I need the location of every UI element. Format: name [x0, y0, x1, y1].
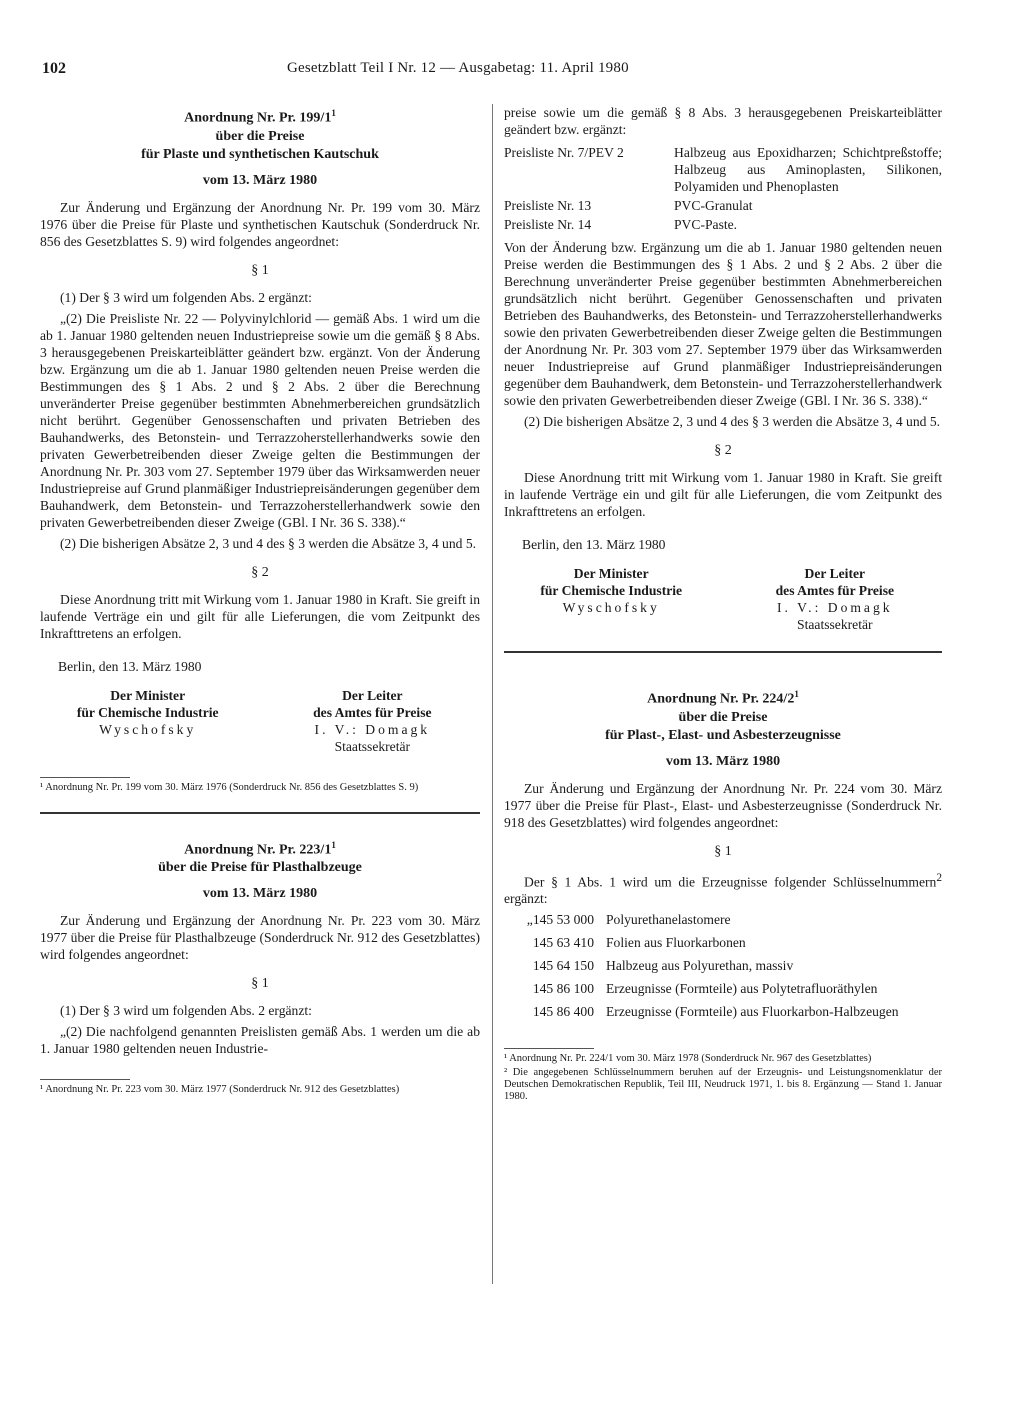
left-column	[40, 104, 480, 1098]
page-header	[0, 60, 1024, 82]
price-list-row-value: Halbzeug aus Epoxidharzen; Schichtpreßstoffe; Halbzeug aus Aminoplasten, Silikonen, Polyamiden und Phenoplasten	[674, 145, 942, 194]
footnote: ² Die angegebenen Schlüsselnummern beruhen auf der Erzeugnis- und Leistungsnomenklatur der Deutschen Demokratischen Republik, Teil III, Neudruck 1971, 1. bis 8. Ergänzung — Stand 1. Januar 1980.	[504, 1067, 942, 1103]
paragraph: Von der Änderung bzw. Ergänzung um die ab 1. Januar 1980 geltenden neuen Preise werden die Bestimmungen des § 1 Abs. 2 und § 2 Abs. 2 über die Berechnung unveränderter Preise gegenüber bestimmten Abnehmerbereichen grundsätzlich nicht berührt. Gegenüber Genossenschaften und privaten Betrieben des Bauhandwerks, des Betonstein- und Terrazzoherstellerhandwerks sowie den privaten Gewerbetreibenden dieser Zweige gelten die Bestimmungen der Anordnung Nr. Pr. 303 vom 27. September 1979 über das Wirksamwerden neuer Industriepreise auf Grund planmäßiger Industriepreisänderungen gegenüber dem Bauhandwerk, dem Betonstein- und Terrazzoherstellerhandwerk sowie den privaten Gewerbetreibenden dieser Zweige (GBl. I Nr. 36 S. 338).“	[504, 240, 942, 408]
ordinance-date: vom 13. März 1980	[202, 886, 318, 902]
key-number-row-value: Folien aus Fluorkarbonen	[606, 935, 746, 951]
footnote-rule	[40, 1079, 130, 1080]
column-divider	[492, 104, 493, 1284]
section-heading: § 1	[251, 976, 269, 992]
section-heading: § 2	[714, 443, 732, 458]
section-heading: § 2	[251, 564, 269, 580]
intro-paragraph: Zur Änderung und Ergänzung der Anordnung Nr. Pr. 223 vom 30. März 1977 über die Preise für Plasthalbzeuge (Sonderdruck Nr. 912 des Gesetzblattes) wird folgendes angeordnet:	[40, 913, 480, 963]
paragraph: „(2) Die nachfolgend genannten Preislisten gemäß Abs. 1 werden um die ab 1. Januar 1980 geltenden neuen Industrie-	[40, 1024, 480, 1057]
intro-paragraph: Zur Änderung und Ergänzung der Anordnung Nr. Pr. 199 vom 30. März 1976 über die Preise für Plaste und synthetischen Kautschuk (Sonderdruck Nr. 856 des Gesetzblattes S. 9) wird folgendes angeordnet:	[40, 199, 480, 249]
ordinance-title: Anordnung Nr. Pr. $224/2^1$	[647, 689, 799, 707]
ordinance-224-2	[504, 685, 942, 1103]
paragraph: „(2) Die Preisliste Nr. 22 — Polyvinylchlorid — gemäß Abs. 1 wird um die ab 1. Januar 1980 geltenden neuen Industriepreise sowie um die gemäß § 8 Abs. 3 herausgegebenen Preiskarteiblätter geändert bzw. ergänzt. Von der Änderung bzw. Ergänzung um die ab 1. Januar 1980 geltenden neuen Preise werden die Bestimmungen des § 1 Abs. 2 und § 2 Abs. 2 über die Berechnung unveränderter Preise gegenüber bestimmten Abnehmerbereichen grundsätzlich nicht berührt. Gegenüber Genossenschaften und privaten Betrieben des Bauhandwerks, des Betonstein- und Terrazzoherstellerhandwerks sowie den privaten Gewerbetreibenden dieser Zweige gelten die Bestimmungen der Anordnung Nr. Pr. 303 vom 27. September 1979 über das Wirksamwerden neuer Industriepreise auf Grund planmäßiger Industriepreisänderungen gegenüber dem Bauhandwerk, dem Betonstein- und Terrazzoherstellerhandwerk sowie den privaten Gewerbetreibenden dieser Zweige (GBl. I Nr. 36 S. 338).“	[40, 310, 480, 530]
signature-leiter: Der Leiter des Amtes für Preise I. V.: Domagk Staatssekretär	[775, 566, 895, 632]
key-number-row-key: 145 86 400	[532, 1004, 594, 1020]
ordinance-date: vom 13. März 1980	[665, 753, 781, 769]
key-number-row-value: Polyurethanelastomere	[606, 912, 731, 928]
paragraph: preise sowie um die gemäß § 8 Abs. 3 herausgegebenen Preiskarteiblätter geändert bzw. ergänzt:	[504, 105, 942, 137]
price-list-row-key: Preisliste Nr. 7/PEV 2	[504, 145, 624, 160]
signatures	[508, 565, 938, 633]
key-number-row-value: Halbzeug aus Polyurethan, massiv	[606, 958, 794, 974]
place-date: Berlin, den 13. März 1980	[58, 658, 202, 674]
key-number-row-key: 145 64 150	[532, 958, 594, 974]
key-number-row	[504, 934, 942, 957]
price-list-row-value: PVC-Granulat	[674, 198, 753, 213]
ordinance-223-1	[40, 836, 480, 1097]
paragraph: (1) Der § 3 wird um folgenden Abs. 2 ergänzt:	[60, 1003, 312, 1019]
ordinance-title-line: über die Preise	[215, 128, 305, 144]
key-number-row	[504, 911, 942, 934]
ordinance-223-1-continued	[504, 104, 942, 633]
price-list-row	[504, 197, 942, 216]
ordinance-title: Anordnung Nr. Pr. $223/1^1$	[184, 839, 336, 858]
price-list-row-key: Preisliste Nr. 13	[504, 198, 592, 213]
key-number-table	[504, 911, 942, 1026]
right-column	[504, 104, 942, 1105]
ordinance-title-line: für Plast-, Elast- und Asbesterzeugnisse	[605, 727, 841, 743]
footnote-rule	[504, 1048, 594, 1049]
page-number: 102	[42, 60, 66, 77]
paragraph: (2) Die bisherigen Absätze 2, 3 und 4 des § 3 werden die Absätze 3, 4 und 5.	[524, 414, 941, 429]
key-number-row	[504, 1003, 942, 1026]
signature-minister: Der Minister für Chemische Industrie Wyschofsky	[76, 687, 219, 737]
section-heading: § 1	[714, 843, 732, 859]
price-list-row-value: PVC-Paste.	[674, 217, 738, 232]
paragraph: (2) Die bisherigen Absätze 2, 3 und 4 des § 3 werden die Absätze 3, 4 und 5.	[60, 535, 477, 551]
ordinance-title: Anordnung Nr. Pr. $199/1^1$	[184, 108, 336, 126]
paragraph: Diese Anordnung tritt mit Wirkung vom 1. Januar 1980 in Kraft. Sie greift in laufende Verträge ein und gilt für alle Lieferungen, die vom Zeitpunkt des Inkrafttretens an erfolgen.	[40, 591, 480, 641]
ordinance-date: vom 13. März 1980	[202, 172, 318, 188]
paragraph: Der § 1 Abs. 1 wird um die Erzeugnisse folgender Schlüsselnummern$^2$ ergänzt:	[504, 871, 942, 907]
section-heading: § 1	[251, 262, 269, 278]
signatures	[44, 687, 476, 755]
footnote-rule	[40, 777, 130, 778]
key-number-row-key: „145 53 000	[526, 912, 594, 928]
intro-paragraph: Zur Änderung und Ergänzung der Anordnung Nr. Pr. 224 vom 30. März 1977 über die Preise für Plast-, Elast- und Asbesterzeugnisse (Sonderdruck Nr. 918 des Gesetzblattes) wird folgendes angeordnet:	[504, 780, 942, 830]
section-separator	[504, 651, 942, 653]
section-separator	[40, 812, 480, 814]
header-title: Gesetzblatt Teil I Nr. 12 — Ausgabetag: 11. April 1980	[287, 60, 629, 76]
place-date: Berlin, den 13. März 1980	[522, 537, 666, 552]
price-list-table	[504, 144, 942, 235]
price-list-row	[504, 144, 942, 197]
price-list-row-key: Preisliste Nr. 14	[504, 217, 592, 232]
key-number-row	[504, 957, 942, 980]
key-number-row-key: 145 86 100	[532, 981, 594, 997]
key-number-row	[504, 980, 942, 1003]
footnote: ¹ Anordnung Nr. Pr. 223 vom 30. März 1977 (Sonderdruck Nr. 912 des Gesetzblattes)	[40, 1084, 400, 1096]
ordinance-title-line: über die Preise	[678, 709, 768, 725]
signature-minister: Der Minister für Chemische Industrie Wyschofsky	[540, 566, 683, 615]
paragraph: (1) Der § 3 wird um folgenden Abs. 2 ergänzt:	[60, 289, 312, 305]
key-number-row-key: 145 63 410	[532, 935, 594, 951]
ordinance-title-line: für Plaste und synthetischen Kautschuk	[141, 146, 379, 162]
footnote: ¹ Anordnung Nr. Pr. 224/1 vom 30. März 1978 (Sonderdruck Nr. 967 des Gesetzblattes)	[504, 1053, 872, 1065]
footnote: ¹ Anordnung Nr. Pr. 199 vom 30. März 1976 (Sonderdruck Nr. 856 des Gesetzblattes S. 9)	[40, 781, 419, 793]
key-number-row-value: Erzeugnisse (Formteile) aus Fluorkarbon-Halbzeugen	[606, 1004, 899, 1020]
ordinance-title-line: über die Preise für Plasthalbzeuge	[158, 860, 362, 876]
price-list-row	[504, 216, 942, 235]
signature-leiter: Der Leiter des Amtes für Preise I. V.: Domagk Staatssekretär	[313, 687, 432, 754]
ordinance-199-1	[40, 104, 480, 794]
paragraph: Diese Anordnung tritt mit Wirkung vom 1. Januar 1980 in Kraft. Sie greift in laufende Verträge ein und gilt für alle Lieferungen, die vom Zeitpunkt des Inkrafttretens an erfolgen.	[504, 470, 942, 519]
key-number-row-value: Erzeugnisse (Formteile) aus Polytetrafluoräthylen	[606, 981, 878, 997]
